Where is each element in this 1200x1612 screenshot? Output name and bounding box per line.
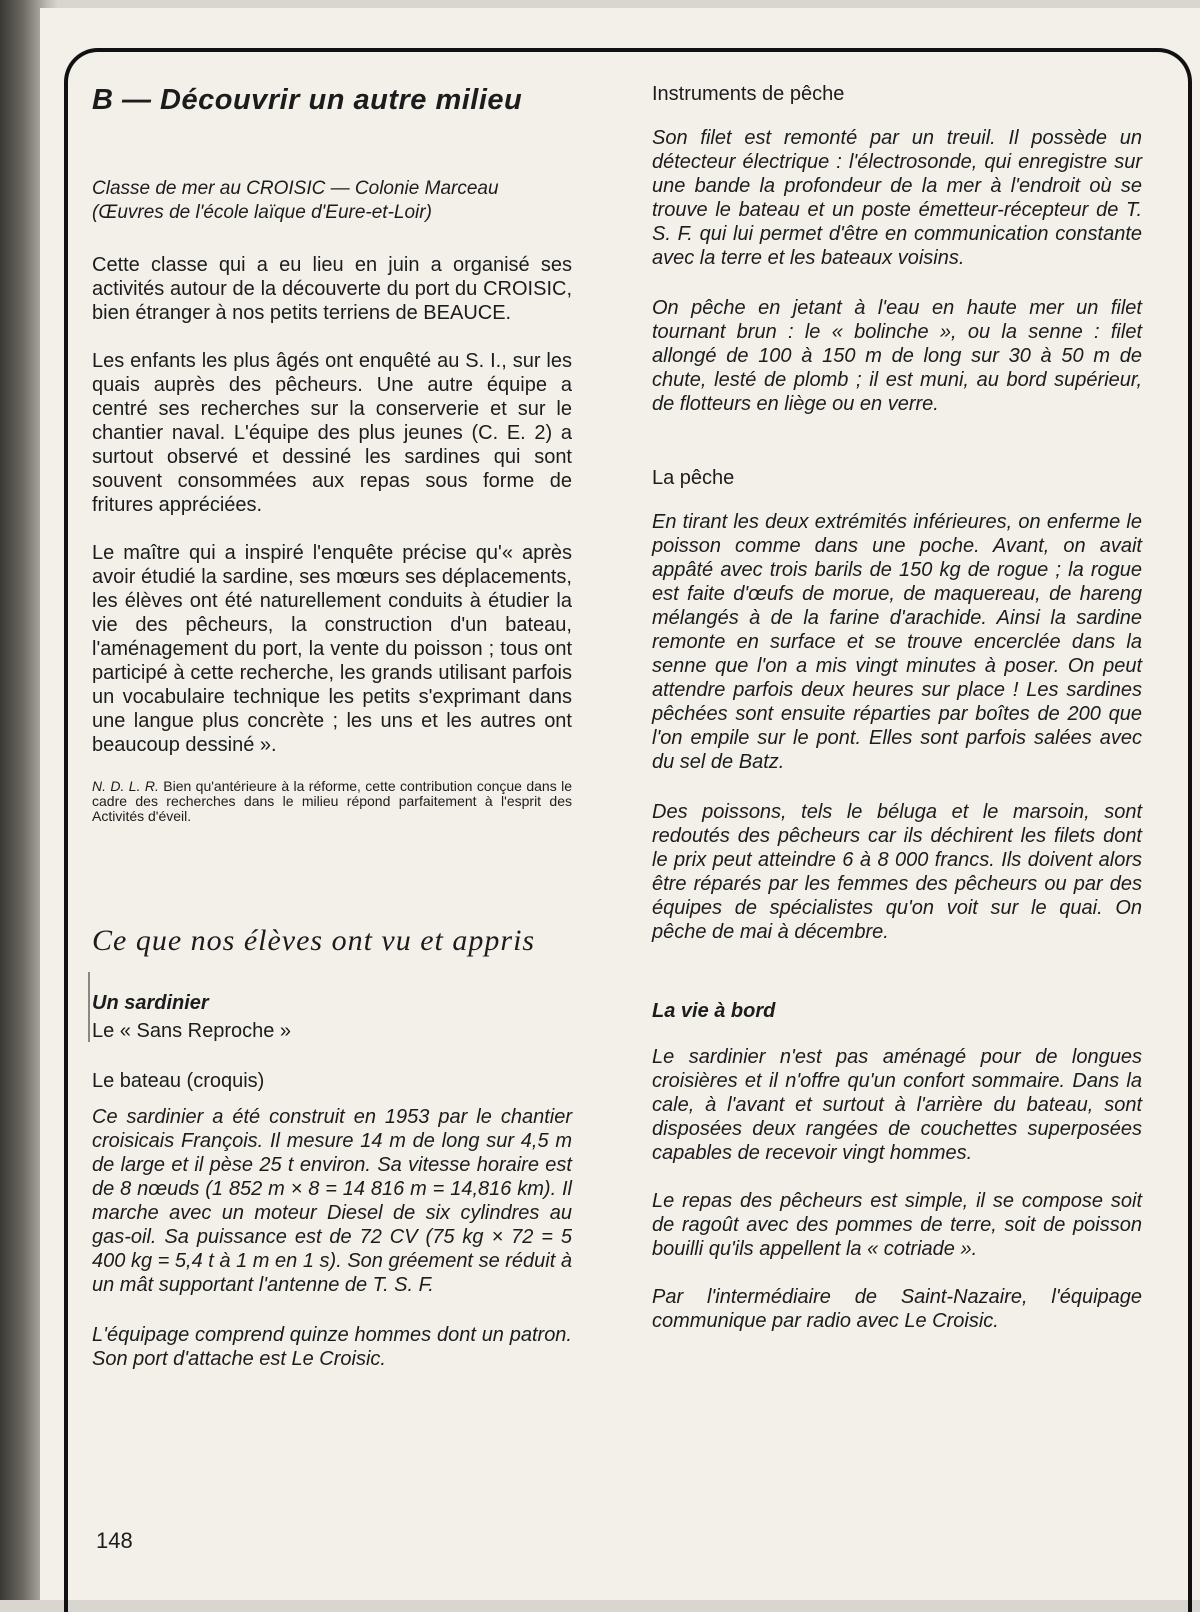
radio-paragraph: Par l'intermédiaire de Saint-Nazaire, l'équipage communique par radio avec Le Croisic. xyxy=(652,1286,1142,1332)
enquete-paragraph: Les enfants les plus âgés ont enquêté au S. I., sur les quais auprès des pêcheurs. Une autre équipe a centré ses recherches sur la conserverie et sur le chantier naval. L'équipe des plus jeunes (C. E. 2) a surtout observé et dessiné les sardines qui sont souvent consommées aux repas sous forme de fritures appréciées. xyxy=(92,350,572,516)
left-column xyxy=(92,78,572,1371)
bateau-paragraph: Ce sardinier a été construit en 1953 par le chantier croisicais François. Il mesure 14 m de long sur 4,5 m de large et il pèse 25 t environ. Sa vitesse horaire est de 8 nœuds (1 852 m × 8 = 14 816 m = 14,816 km). Il marche avec un moteur Diesel de six cylindres au gas-oil. Sa puissance est de 72 CV (75 kg × 72 = 5 400 kg = 5,4 t à 1 m en 1 s). Son gréement se réduit à un mât supportant l'antenne de T. S. F. xyxy=(92,1106,572,1296)
vie-paragraph: Le sardinier n'est pas aménagé pour de longues croisières et il n'offre qu'un confort sommaire. Dans la cale, à l'avant et surtout à l'arrière du bateau, sont disposées deux rangées de couchettes superposées capables de recevoir vingt hommes. xyxy=(652,1046,1142,1164)
subtitle-line-2: (Œuvres de l'école laïque d'Eure-et-Loir) xyxy=(92,202,432,223)
section-title: B — Découvrir un autre milieu xyxy=(92,84,523,116)
bateau-label: Le bateau (croquis) xyxy=(92,1070,265,1092)
instruments-paragraph: Son filet est remonté par un treuil. Il possède un détecteur électrique : l'électrosonde, qui enregistre sur une bande la profondeur de la mer à l'endroit où se trouve le bateau et un poste émetteur-récepteur de T. S. F. qui lui permet d'être en communication constante avec la terre et les bateaux voisins. xyxy=(652,127,1142,269)
peche-label: La pêche xyxy=(652,467,735,489)
margin-mark xyxy=(88,972,90,1042)
editor-note xyxy=(92,779,572,824)
intro-paragraph: Cette classe qui a eu lieu en juin a organisé ses activités autour de la découverte du port du CROISIC, bien étranger à nos petits terriens de BEAUCE. xyxy=(92,254,572,324)
repas-paragraph: Le repas des pêcheurs est simple, il se compose soit de ragoût avec des pommes de terre, soit de poisson bouilli qu'ils appellent la « cotriade ». xyxy=(652,1190,1142,1260)
page-number: 148 xyxy=(96,1528,133,1553)
filet-paragraph: On pêche en jetant à l'eau en haute mer un filet tournant brun : le « bolinche », ou la senne : filet allongé de 100 à 150 m de long sur 30 à 50 m de chute, lesté de plomb ; il est muni, au bord supérieur, de flotteurs en liège ou en verre. xyxy=(652,297,1142,415)
poissons-paragraph: Des poissons, tels le béluga et le marsoin, sont redoutés des pêcheurs car ils déchirent les filets dont le prix peut atteindre 6 à 8 000 francs. Ils doivent alors être réparés par les femmes des pêcheurs ou par des équipes de spécialistes qu'on voit sur le quai. On pêche de mai à décembre. xyxy=(652,801,1142,943)
subtitle-line-1: Classe de mer au CROISIC — Colonie Marceau xyxy=(92,178,499,199)
sardinier-name: Le « Sans Reproche » xyxy=(92,1020,292,1042)
right-column xyxy=(652,78,1142,1333)
subtitle xyxy=(92,177,572,225)
equipage-paragraph: L'équipage comprend quinze hommes dont un patron. Son port d'attache est Le Croisic. xyxy=(92,1324,572,1370)
peche-paragraph: En tirant les deux extrémités inférieures, on enferme le poisson comme dans une poche. Avant, on avait appâté avec trois barils de 150 kg de rogue ; la rogue est faite d'œufs de morue, de maquereau, de hareng mélangés à de la farine d'arachide. Ainsi la sardine remonte en surface et se trouve encerclée dans la senne que l'on a mis vingt minutes à poser. On peut attendre parfois deux heures sur place ! Les sardines pêchées sont ensuite réparties par boîtes de 200 que l'on empile sur le pont. Elles sont parfois salées avec du sel de Batz. xyxy=(652,511,1142,773)
section2-title: Ce que nos élèves ont vu et appris xyxy=(92,924,536,957)
editor-note-text: Bien qu'antérieure à la réforme, cette contribution conçue dans le cadre des recherches dans le milieu répond parfaitement à l'esprit des Activités d'éveil. xyxy=(92,778,572,824)
maitre-paragraph: Le maître qui a inspiré l'enquête précise qu'« après avoir étudié la sardine, ses mœurs ses déplacements, les élèves ont été naturellement conduits à étudier la vie des pêcheurs, la construction d'un bateau, l'aménagement du port, la vente du poisson ; tous ont participé à cette recherche, les grands utilisant parfois un vocabulaire technique les petits s'exprimant dans une langue plus concrète ; les uns et les autres ont beaucoup dessiné ». xyxy=(92,542,572,756)
instruments-label: Instruments de pêche xyxy=(652,83,845,105)
sardinier-heading: Un sardinier xyxy=(92,992,209,1014)
vie-heading: La vie à bord xyxy=(652,1000,776,1022)
editor-note-lead: N. D. L. R. xyxy=(92,778,159,794)
